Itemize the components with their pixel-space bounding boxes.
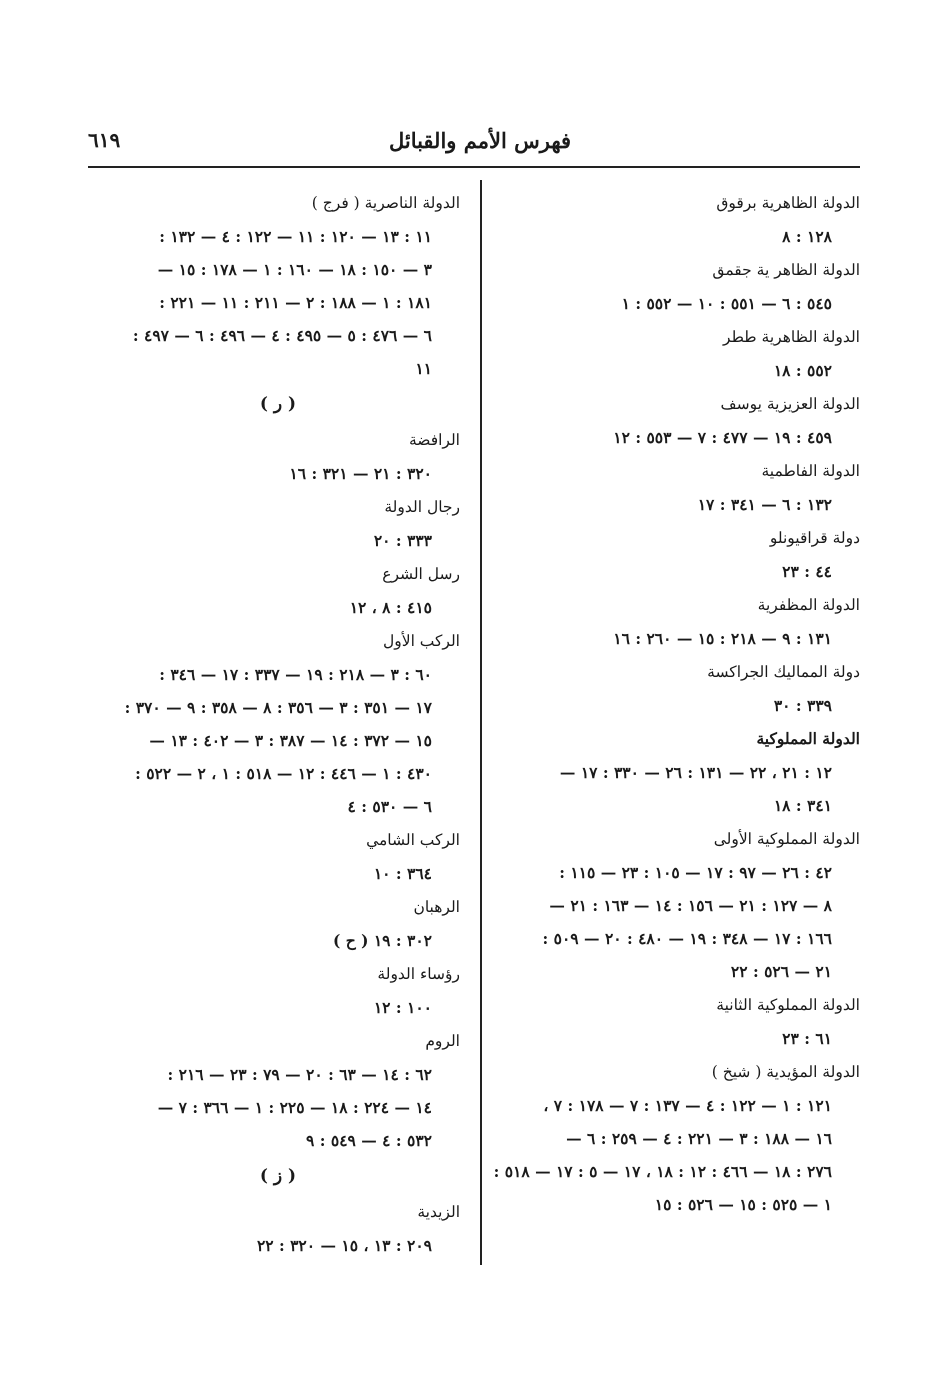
index-entry xyxy=(493,521,860,588)
entry-name: الرهبان xyxy=(413,898,460,916)
index-entry xyxy=(493,1055,860,1221)
index-entry xyxy=(493,253,860,320)
entry-page-refs: ٦٢ : ١٤ — ٦٣ : ٢٠ — ٧٩ : ٢٣ — ٢١٦ : xyxy=(167,1065,432,1084)
entry-name: الدولة الظاهر ية جقمق xyxy=(712,261,860,279)
index-entry xyxy=(96,823,460,890)
entry-name: الدولة الفاطمية xyxy=(761,462,860,480)
entry-name: رجال الدولة xyxy=(384,498,460,516)
entry-name: رسل الشرع xyxy=(382,565,460,583)
left-column xyxy=(96,186,460,1262)
entry-page-refs: ١٢١ : ١ — ١٢٢ : ٤ — ١٣٧ : ٧ — ١٧٨ : ٧ ، xyxy=(543,1096,832,1115)
entry-page-refs: ٢٧٦ : ١٨ — ٤٦٦ : ١٢ : ١٨ ، ١٧ — ٥ : ١٧ — ٥١٨ : xyxy=(493,1162,832,1181)
entry-page-refs: ٣٦٤ : ١٠ xyxy=(373,864,432,883)
entry-page-refs: ٣٠٢ : ١٩ ( ح ) xyxy=(332,931,432,950)
entry-page-refs: ١ — ٥٢٥ : ١٥ — ٥٢٦ : ١٥ xyxy=(654,1195,832,1214)
section-letter: ( ر ) xyxy=(259,394,297,414)
entry-page-refs: ٣٤١ : ١٨ xyxy=(773,796,832,815)
index-entry xyxy=(96,423,460,490)
entry-name: الدولة المظفرية xyxy=(757,596,860,614)
index-entry xyxy=(96,1195,460,1262)
entry-name: الدولة الظاهرية ططر xyxy=(723,328,860,346)
entry-page-refs: ١١ : ١٣ — ١٢٠ : ١١ — ١٢٢ : ٤ — ١٣٢ : xyxy=(159,227,432,246)
entry-page-refs: ٥٥٢ : ١٨ xyxy=(773,361,832,380)
entry-page-refs: ٤٥٩ : ١٩ — ٤٧٧ : ٧ — ٥٥٣ : ١٢ xyxy=(613,428,832,447)
index-entry xyxy=(493,186,860,253)
entry-page-refs: ٦ — ٤٧٦ : ٥ — ٤٩٥ : ٤ — ٤٩٦ : ٦ — ٤٩٧ : xyxy=(132,326,432,345)
index-entry xyxy=(96,890,460,957)
index-entry xyxy=(493,387,860,454)
entry-page-refs: ٤٢ : ٢٦ — ٩٧ : ١٧ — ١٠٥ : ٢٣ — ١١٥ : xyxy=(559,863,832,882)
entry-page-refs: ٦ — ٥٣٠ : ٤ xyxy=(347,797,432,816)
entry-name: الدولة المؤيدية ( شيخ ) xyxy=(711,1063,860,1081)
index-entry xyxy=(96,490,460,557)
index-entry xyxy=(493,454,860,521)
index-entry xyxy=(493,822,860,988)
entry-name: دولة المماليك الجراكسة xyxy=(707,663,860,681)
entry-page-refs: ٣٣٣ : ٢٠ xyxy=(373,531,432,550)
entry-name: الركب الأول xyxy=(382,632,460,650)
index-entry xyxy=(96,624,460,823)
section-letter: ( ز ) xyxy=(259,1166,297,1186)
header-rule xyxy=(88,166,860,168)
entry-name: الدولة المملوكية xyxy=(756,729,860,748)
entry-page-refs: ١٤ — ٢٢٤ : ١٨ — ٢٢٥ : ١ — ٣٦٦ : ٧ — xyxy=(157,1098,432,1117)
index-entry xyxy=(96,557,460,624)
entry-name: دولة قراقيونلو xyxy=(769,529,860,547)
index-entry xyxy=(493,988,860,1055)
entry-page-refs: ١٣١ : ٩ — ٢١٨ : ١٥ — ٢٦٠ : ١٦ xyxy=(613,629,832,648)
index-entry xyxy=(96,1024,460,1157)
entry-page-refs: ٤١٥ : ٨ ، ١٢ xyxy=(349,598,432,617)
page-title: فهرس الأمم والقبائل xyxy=(388,128,572,153)
entry-page-refs: ١٢ : ٢١ ، ٢٢ — ١٣١ : ٢٦ — ٣٣٠ : ١٧ — xyxy=(559,763,832,782)
entry-page-refs: ٦١ : ٢٣ xyxy=(782,1029,832,1048)
index-entry xyxy=(493,588,860,655)
entry-page-refs: ١٦ — ١٨٨ : ٣ — ٢٢١ : ٤ — ٢٥٩ : ٦ — xyxy=(566,1129,832,1148)
entry-name: رؤساء الدولة xyxy=(377,965,460,983)
entry-page-refs: ٥٤٥ : ٦ — ٥٥١ : ١٠ — ٥٥٢ : ١ xyxy=(621,294,832,313)
entry-page-refs: ١٥ — ٣٧٢ : ١٤ — ٣٨٧ : ٣ — ٤٠٢ : ١٣ — xyxy=(149,731,432,750)
entry-page-refs: ٣ — ١٥٠ : ١٨ — ١٦٠ : ١ — ١٧٨ : ١٥ — xyxy=(157,260,432,279)
entry-page-refs: ١٧ — ٣٥١ : ٣ — ٣٥٦ : ٨ — ٣٥٨ : ٩ — ٣٧٠ : xyxy=(124,698,432,717)
entry-page-refs: ٢١ — ٥٢٦ : ٢٢ xyxy=(730,962,832,981)
index-entry xyxy=(96,957,460,1024)
page-number: ٦١٩ xyxy=(88,128,121,152)
entry-page-refs: ٤٣٠ : ١ — ٤٤٦ : ١٢ — ٥١٨ : ١ ، ٢ — ٥٢٢ : xyxy=(135,764,432,783)
entry-page-refs: ٣٣٩ : ٣٠ xyxy=(773,696,832,715)
entry-name: الدولة المملوكية الثانية xyxy=(716,996,860,1014)
entry-page-refs: ١٠٠ : ١٢ xyxy=(373,998,432,1017)
entry-page-refs: ٤٤ : ٢٣ xyxy=(782,562,832,581)
entry-page-refs: ١٢٨ : ٨ xyxy=(782,227,832,246)
entry-name: الدولة الظاهرية برقوق xyxy=(716,194,860,212)
entry-name: الركب الشامي xyxy=(366,831,460,849)
entry-page-refs: ١١ xyxy=(415,359,432,378)
index-entry xyxy=(493,722,860,822)
entry-name: الرافضة xyxy=(408,431,460,449)
entry-page-refs: ٣٢٠ : ٢١ — ٣٢١ : ١٦ xyxy=(289,464,432,483)
index-entry xyxy=(493,655,860,722)
entry-name: الدولة الناصرية ( فرج ) xyxy=(311,194,460,212)
entry-page-refs: ١٨١ : ١ — ١٨٨ : ٢ — ٢١١ : ١١ — ٢٢١ : xyxy=(159,293,432,312)
right-column xyxy=(493,186,860,1221)
column-divider xyxy=(480,180,482,1265)
index-entry xyxy=(96,186,460,385)
entry-name: الدولة العزيزية يوسف xyxy=(720,395,860,413)
entry-page-refs: ٦٠ : ٣ — ٢١٨ : ١٩ — ٣٣٧ : ١٧ — ٣٤٦ : xyxy=(159,665,432,684)
index-entry xyxy=(493,320,860,387)
entry-name: الزيدية xyxy=(417,1203,460,1221)
entry-page-refs: ٢٠٩ : ١٣ ، ١٥ — ٣٢٠ : ٢٢ xyxy=(256,1236,432,1255)
entry-page-refs: ٥٣٢ : ٤ — ٥٤٩ : ٩ xyxy=(306,1131,432,1150)
entry-name: الدولة المملوكية الأولى xyxy=(713,830,860,848)
entry-page-refs: ٨ — ١٢٧ : ٢١ — ١٥٦ : ١٤ — ١٦٣ : ٢١ — xyxy=(549,896,832,915)
entry-name: الروم xyxy=(425,1032,460,1050)
entry-page-refs: ١٦٦ : ١٧ — ٣٤٨ : ١٩ — ٤٨٠ : ٢٠ — ٥٠٩ : xyxy=(542,929,832,948)
entry-page-refs: ١٣٢ : ٦ — ٣٤١ : ١٧ xyxy=(697,495,832,514)
